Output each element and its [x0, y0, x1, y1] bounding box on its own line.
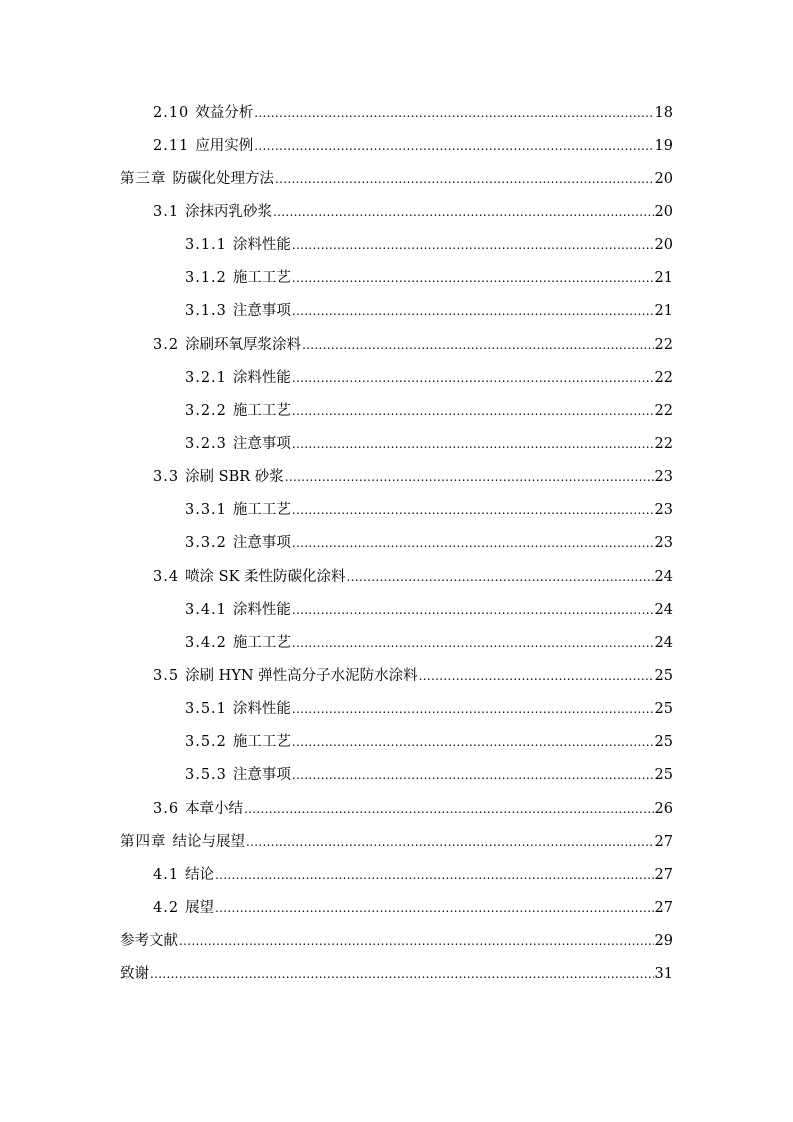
toc-entry-title: 注意事项: [232, 535, 291, 552]
toc-dot-leader: [215, 865, 653, 885]
toc-page-number: 25: [654, 767, 673, 784]
toc-dot-leader: [254, 103, 653, 123]
toc-page-number: 25: [654, 701, 673, 718]
toc-page-number: 26: [654, 800, 673, 817]
toc-entry-line: [120, 931, 673, 951]
toc-entry[interactable]: [0, 560, 793, 593]
toc-entry-number: 3.1.2: [185, 270, 227, 287]
toc-page-number: 20: [654, 170, 673, 187]
toc-entry[interactable]: [0, 726, 793, 759]
toc-entry[interactable]: [0, 693, 793, 726]
toc-entry-title: 涂料性能: [232, 601, 291, 618]
toc-page-number: 21: [654, 270, 673, 287]
toc-page-number: 18: [654, 104, 673, 121]
toc-entry-title: 效益分析: [195, 104, 254, 121]
toc-entry[interactable]: [0, 195, 793, 228]
toc-entry[interactable]: [0, 527, 793, 560]
toc-entry-line: [153, 799, 673, 819]
toc-entry-title: 喷涂 SK 柔性防碳化涂料: [185, 568, 346, 585]
toc-page-number: 21: [654, 303, 673, 320]
toc-entry[interactable]: [0, 494, 793, 527]
toc-page-number: 23: [654, 469, 673, 486]
toc-entry-title: 施工工艺: [232, 402, 291, 419]
toc-entry-title: 本章小结: [185, 800, 244, 817]
toc-entry-number: 3.4.1: [185, 601, 227, 618]
toc-entry-line: [153, 666, 673, 686]
toc-entry-number: 3.5: [153, 667, 180, 684]
toc-entry-line: [153, 898, 673, 918]
toc-entry-number: 3.3.2: [185, 535, 227, 552]
toc-entry[interactable]: [0, 262, 793, 295]
table-of-contents: [0, 96, 793, 991]
toc-page-number: 25: [654, 734, 673, 751]
toc-entry-line: [153, 467, 673, 487]
toc-dot-leader: [275, 169, 654, 189]
toc-entry[interactable]: [0, 858, 793, 891]
toc-entry-line: [153, 136, 673, 156]
toc-entry-number: 第三章: [120, 170, 167, 187]
toc-entry[interactable]: [0, 394, 793, 427]
toc-entry-number: 3.4.2: [185, 634, 227, 651]
toc-entry-line: [185, 500, 673, 520]
toc-page-number: 27: [654, 866, 673, 883]
toc-entry-number: 3.2.3: [185, 435, 227, 452]
toc-entry-number: 4.1: [153, 866, 180, 883]
toc-entry-title: 涂抹丙乳砂浆: [185, 203, 273, 220]
toc-entry[interactable]: [0, 792, 793, 825]
toc-entry-line: [185, 401, 673, 421]
toc-entry-line: [120, 832, 673, 852]
toc-entry-line: [185, 765, 673, 785]
toc-dot-leader: [150, 964, 654, 984]
toc-entry-title: 致谢: [120, 966, 149, 983]
toc-entry-title: 结论: [185, 866, 215, 883]
toc-entry[interactable]: [0, 229, 793, 262]
toc-page-number: 27: [654, 833, 673, 850]
toc-dot-leader: [292, 765, 654, 785]
toc-entry-title: 应用实例: [195, 137, 254, 154]
toc-entry-line: [185, 600, 673, 620]
toc-entry[interactable]: [0, 162, 793, 195]
toc-entry-number: 3.6: [153, 800, 180, 817]
toc-entry[interactable]: [0, 361, 793, 394]
toc-entry-title: 涂料性能: [232, 237, 291, 254]
toc-entry-number: 2.10: [153, 104, 190, 121]
toc-entry-number: 3.5.2: [185, 734, 227, 751]
toc-page-number: 31: [654, 966, 673, 983]
toc-entry-number: 3.5.3: [185, 767, 227, 784]
toc-entry-title: 涂料性能: [232, 701, 291, 718]
toc-entry[interactable]: [0, 461, 793, 494]
toc-page-number: 22: [654, 336, 673, 353]
toc-page-number: 20: [654, 237, 673, 254]
toc-entry[interactable]: [0, 295, 793, 328]
toc-entry[interactable]: [0, 958, 793, 991]
toc-entry-number: 3.4: [153, 568, 180, 585]
toc-dot-leader: [292, 699, 654, 719]
toc-entry-line: [153, 335, 673, 355]
toc-entry-line: [185, 732, 673, 752]
toc-entry[interactable]: [0, 925, 793, 958]
toc-page-number: 24: [654, 601, 673, 618]
toc-entry-line: [153, 103, 673, 123]
toc-entry-number: 3.3.1: [185, 502, 227, 519]
toc-entry-number: 4.2: [153, 899, 180, 916]
toc-dot-leader: [347, 567, 654, 587]
toc-entry-title: 施工工艺: [232, 270, 291, 287]
toc-dot-leader: [254, 136, 653, 156]
toc-entry[interactable]: [0, 759, 793, 792]
toc-dot-leader: [292, 301, 654, 321]
toc-entry-number: 3.1: [153, 203, 180, 220]
toc-dot-leader: [292, 732, 654, 752]
toc-entry-title: 注意事项: [232, 435, 291, 452]
toc-entry-title: 施工工艺: [232, 502, 291, 519]
toc-dot-leader: [273, 202, 653, 222]
toc-entry-title: 涂刷 SBR 砂浆: [185, 469, 284, 486]
toc-entry-title: 涂刷环氧厚浆涂料: [185, 336, 302, 353]
toc-entry-number: 3.2.1: [185, 369, 227, 386]
toc-entry-number: 3.5.1: [185, 701, 227, 718]
toc-entry-title: 参考文献: [120, 933, 178, 950]
toc-entry[interactable]: [0, 825, 793, 858]
toc-dot-leader: [179, 931, 654, 951]
toc-page-number: 27: [654, 899, 673, 916]
toc-entry[interactable]: [0, 891, 793, 924]
toc-entry-number: 3.2: [153, 336, 180, 353]
toc-dot-leader: [244, 799, 653, 819]
toc-entry-line: [185, 633, 673, 653]
toc-entry-number: 3.1.3: [185, 303, 227, 320]
toc-entry[interactable]: [0, 626, 793, 659]
toc-entry-line: [185, 434, 673, 454]
toc-entry-line: [153, 567, 673, 587]
toc-dot-leader: [292, 268, 654, 288]
toc-page-number: 22: [654, 369, 673, 386]
toc-entry-title: 涂刷 HYN 弹性高分子水泥防水涂料: [185, 667, 418, 684]
toc-entry-number: 第四章: [120, 833, 167, 850]
toc-entry-line: [153, 202, 673, 222]
toc-entry-title: 涂料性能: [232, 369, 291, 386]
toc-entry-line: [153, 865, 673, 885]
toc-entry-line: [185, 699, 673, 719]
toc-entry-line: [185, 301, 673, 321]
toc-entry-line: [185, 235, 673, 255]
toc-entry-number: 2.11: [153, 137, 190, 154]
toc-entry-line: [185, 533, 673, 553]
toc-dot-leader: [246, 832, 654, 852]
toc-dot-leader: [302, 335, 653, 355]
toc-dot-leader: [285, 467, 654, 487]
toc-entry-title: 结论与展望: [172, 833, 245, 850]
toc-page-number: 29: [654, 933, 673, 950]
toc-dot-leader: [292, 500, 654, 520]
toc-entry[interactable]: [0, 593, 793, 626]
toc-page-number: 22: [654, 435, 673, 452]
toc-entry-title: 展望: [185, 899, 215, 916]
toc-page-number: 23: [654, 502, 673, 519]
toc-page-number: 25: [654, 667, 673, 684]
toc-entry-title: 注意事项: [232, 303, 291, 320]
toc-entry[interactable]: [0, 328, 793, 361]
toc-page-number: 19: [654, 137, 673, 154]
toc-dot-leader: [292, 633, 654, 653]
toc-dot-leader: [292, 533, 654, 553]
toc-entry-number: 3.2.2: [185, 402, 227, 419]
toc-dot-leader: [292, 401, 654, 421]
toc-entry-line: [185, 368, 673, 388]
toc-entry-line: [120, 169, 673, 189]
toc-entry-line: [120, 964, 673, 984]
toc-dot-leader: [292, 600, 654, 620]
toc-dot-leader: [419, 666, 654, 686]
toc-entry-title: 施工工艺: [232, 634, 291, 651]
toc-page-number: 24: [654, 634, 673, 651]
toc-page-number: 24: [654, 568, 673, 585]
toc-entry-title: 施工工艺: [232, 734, 291, 751]
toc-dot-leader: [292, 368, 654, 388]
toc-page-number: 23: [654, 535, 673, 552]
toc-page-number: 22: [654, 402, 673, 419]
toc-entry-number: 3.3: [153, 469, 180, 486]
toc-entry[interactable]: [0, 96, 793, 129]
toc-entry[interactable]: [0, 129, 793, 162]
toc-entry-number: 3.1.1: [185, 237, 227, 254]
toc-entry-line: [185, 268, 673, 288]
toc-dot-leader: [292, 434, 654, 454]
toc-entry-title: 防碳化处理方法: [172, 170, 274, 187]
toc-entry-title: 注意事项: [232, 767, 291, 784]
toc-entry[interactable]: [0, 427, 793, 460]
toc-dot-leader: [292, 235, 654, 255]
toc-page-number: 20: [654, 203, 673, 220]
toc-entry[interactable]: [0, 659, 793, 692]
toc-dot-leader: [215, 898, 653, 918]
